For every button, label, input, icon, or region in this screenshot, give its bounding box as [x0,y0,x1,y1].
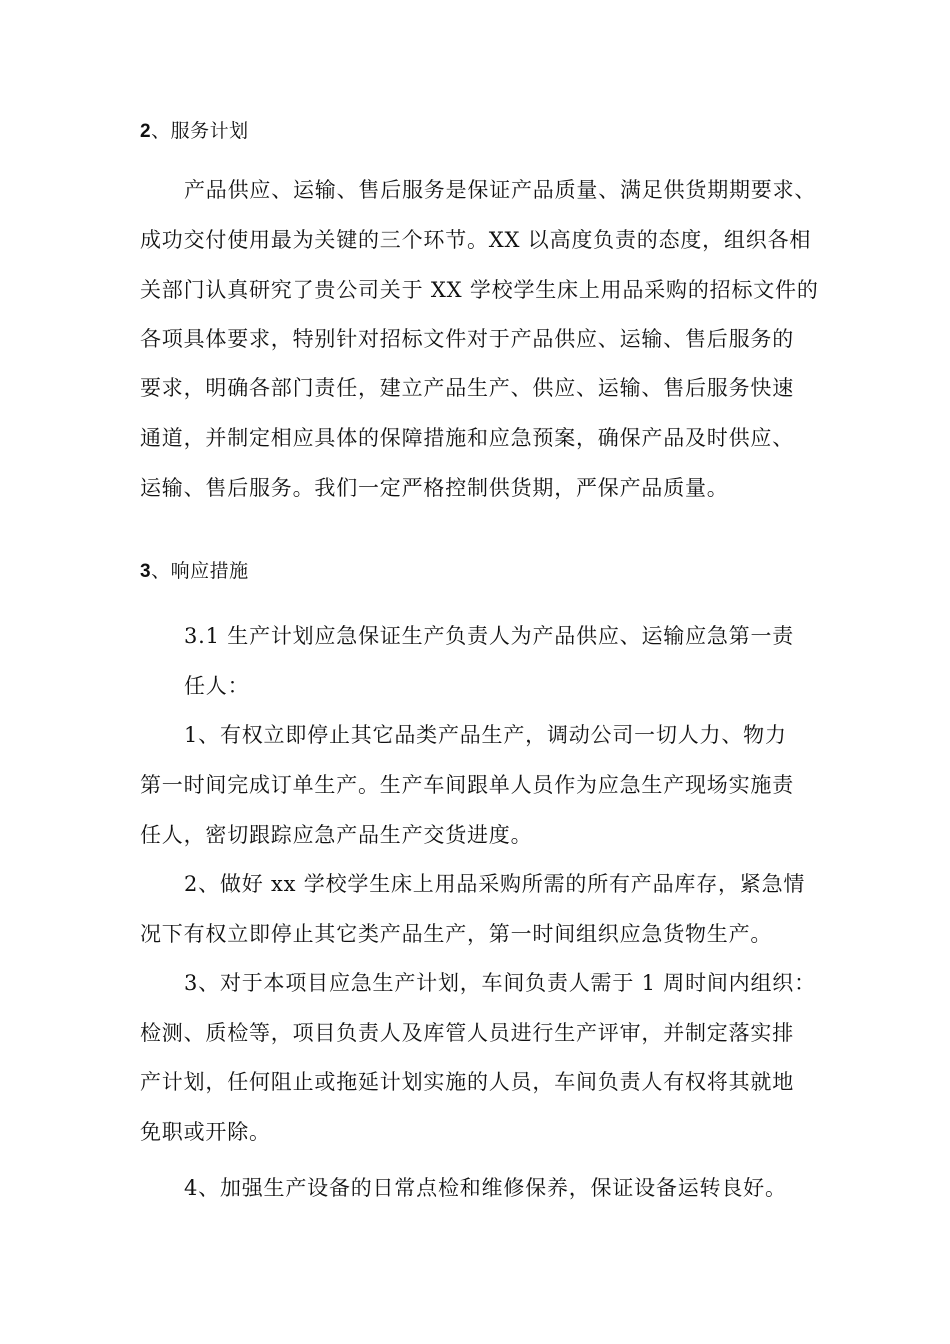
item-1-line: 1、有权立即停止其它品类产品生产，调动公司一切人力、物力 [184,723,787,747]
section-2-number: 2 [140,121,152,142]
section-3-heading [140,556,249,583]
section-2-line: 通道，并制定相应具体的保障措施和应急预案，确保产品及时供应、 [140,426,794,450]
item-3-line: 免职或开除。 [140,1120,271,1144]
section-3-title: 、响应措施 [151,561,249,582]
section-2-line: 要求，明确各部门责任，建立产品生产、供应、运输、售后服务快速 [140,376,794,400]
item-4-line: 4、加强生产设备的日常点检和维修保养，保证设备运转良好。 [184,1176,787,1200]
section-2-line: 各项具体要求，特别针对招标文件对于产品供应、运输、售后服务的 [140,327,794,351]
item-1-line: 第一时间完成订单生产。生产车间跟单人员作为应急生产现场实施责 [140,773,794,797]
section-2-heading [140,116,249,143]
item-2-line: 况下有权立即停止其它类产品生产，第一时间组织应急货物生产。 [140,922,773,946]
section-2-line: 成功交付使用最为关键的三个环节。XX 以高度负责的态度，组织各相 [140,228,812,252]
section-2-line: 产品供应、运输、售后服务是保证产品质量、满足供货期期要求、 [184,178,817,202]
subsection-3-1-line: 3.1 生产计划应急保证生产负责人为产品供应、运输应急第一责 [184,624,795,648]
section-3-number: 3 [140,561,152,582]
item-3-line: 产计划，任何阻止或拖延计划实施的人员，车间负责人有权将其就地 [140,1070,794,1094]
section-2-line: 运输、售后服务。我们一定严格控制供货期，严保产品质量。 [140,476,729,500]
subsection-3-1-line: 任人： [184,674,250,698]
item-1-line: 任人，密切跟踪应急产品生产交货进度。 [140,823,533,847]
item-2-line: 2、做好 xx 学校学生床上用品采购所需的所有产品库存，紧急情 [184,872,806,896]
section-2-title: 、服务计划 [151,121,249,142]
section-2-line: 关部门认真研究了贵公司关于 XX 学校学生床上用品采购的招标文件的 [140,278,819,302]
item-3-line: 3、对于本项目应急生产计划，车间负责人需于 1 周时间内组织： [184,971,816,995]
item-3-line: 检测、质检等，项目负责人及库管人员进行生产评审，并制定落实排 [140,1021,794,1045]
